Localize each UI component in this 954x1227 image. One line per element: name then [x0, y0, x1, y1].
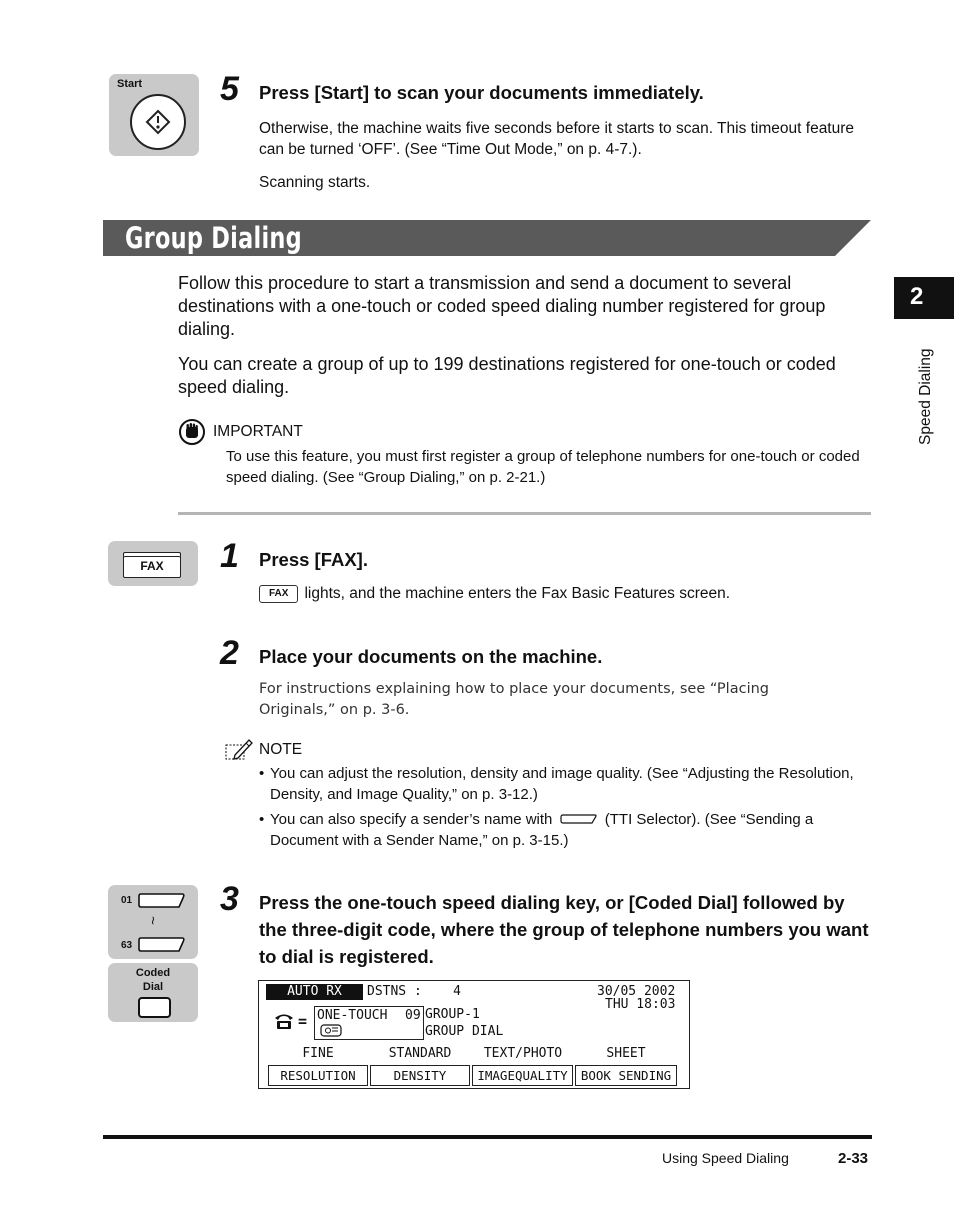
lcd-address-book-icon — [320, 1024, 342, 1037]
step-1-text: lights, and the machine enters the Fax Basic Features screen. — [304, 585, 731, 602]
lcd-book-sending-value: SHEET — [606, 1046, 646, 1061]
one-touch-key-top-icon — [138, 891, 186, 911]
chapter-number: 2 — [910, 283, 924, 310]
fax-key-label: FAX — [140, 559, 164, 573]
one-touch-top-label: 01 — [121, 895, 133, 906]
fax-key-image — [108, 541, 198, 586]
fax-lcd-screen — [258, 980, 690, 1089]
step-2-heading: Place your documents on the machine. — [259, 646, 603, 667]
one-touch-tilde: ~ — [143, 916, 161, 925]
chapter-tab — [894, 277, 954, 319]
coded-dial-key-image — [108, 963, 198, 1022]
step-5-heading: Press [Start] to scan your documents immediately. — [259, 82, 704, 103]
important-label: IMPORTANT — [213, 423, 303, 440]
note-bullet-1-text: You can adjust the resolution, density and image quality. (See “Adjusting the Resolution, Density, and Image Quality,” on p. 3-12.) — [270, 765, 854, 803]
step-3-heading: Press the one-touch speed dialing key, or [Coded Dial] followed by the three-digit code, where the group of telephone numbers you want to dial is registered. — [259, 892, 869, 967]
chapter-side-label: Speed Dialing — [917, 348, 934, 445]
footer-section-name: Using Speed Dialing — [662, 1150, 789, 1166]
lcd-one-touch-box — [314, 1006, 424, 1040]
step-1-text-line — [259, 583, 730, 604]
start-key-image — [109, 74, 199, 156]
footer-rule — [103, 1135, 872, 1139]
step-2-text: For instructions explaining how to place your documents, see “Placing Originals,” on p. 3-6. — [259, 681, 769, 718]
intro-paragraph-2: You can create a group of up to 199 destinations registered for one-touch or coded speed dialing. — [178, 354, 836, 397]
start-diamond-icon — [129, 93, 187, 151]
footer-page-number: 2-33 — [838, 1150, 869, 1167]
lcd-imagequality-value: TEXT/PHOTO — [483, 1046, 563, 1061]
lcd-mode-indicator: AUTO RX — [266, 984, 363, 1000]
coded-dial-label-line2: Dial — [142, 981, 164, 993]
step-5-text: Otherwise, the machine waits five seconds before it starts to scan. This timeout feature can be turned ‘OFF’. (See “Time Out Mode,” on p. 4-7.). — [259, 120, 855, 158]
note-bullet-2-text-b: (TTI Selector). (See “Sending a Document with a Sender Name,” on p. 3-15.) — [270, 811, 814, 849]
step-2-number: 2 — [220, 634, 239, 672]
lcd-density-button[interactable]: DENSITY — [370, 1065, 470, 1086]
intro-paragraph-1: Follow this procedure to start a transmission and send a document to several destinations with a one-touch or coded speed dialing number registered for group dialing. — [178, 273, 826, 339]
lcd-time: THU 18:03 — [605, 997, 676, 1012]
lcd-equals: = — [298, 1012, 308, 1030]
start-key-label: Start — [117, 78, 143, 90]
lcd-imagequality-button[interactable]: IMAGEQUALITY — [472, 1065, 573, 1086]
lcd-book-sending-button[interactable]: BOOK SENDING — [575, 1065, 677, 1086]
lcd-group-dial: GROUP DIAL — [425, 1024, 504, 1039]
lcd-destinations: DSTNS : 4 — [367, 984, 461, 999]
note-bullet-2 — [259, 809, 864, 851]
one-touch-bottom-label: 63 — [121, 940, 133, 951]
note-bullet-2-text-a: You can also specify a sender’s name with — [270, 811, 553, 828]
step-1-heading: Press [FAX]. — [259, 549, 368, 570]
note-pencil-icon — [225, 737, 253, 761]
lcd-resolution-button[interactable]: RESOLUTION — [268, 1065, 368, 1086]
note-label: NOTE — [259, 741, 303, 758]
one-touch-key-image — [108, 885, 198, 959]
coded-dial-label-line1: Coded — [135, 967, 171, 979]
lcd-date: 30/05 2002 — [597, 984, 676, 999]
step-5-scanning-text: Scanning starts. — [259, 174, 371, 191]
lcd-one-touch-number: 09 — [405, 1008, 421, 1023]
important-text: To use this feature, you must first register a group of telephone numbers for one-touch or coded speed dialing. (See “Group Dialing,” on p. 2-21.) — [226, 448, 860, 486]
note-bullet-1 — [259, 763, 864, 805]
lcd-one-touch-label: ONE-TOUCH — [317, 1008, 388, 1023]
note-bullet-2-body — [270, 809, 864, 851]
telephone-icon — [273, 1012, 295, 1030]
lcd-group-name: GROUP-1 — [425, 1007, 480, 1022]
important-hand-icon — [179, 419, 205, 445]
section-title: Group Dialing — [125, 221, 302, 255]
step-3-number: 3 — [220, 880, 239, 918]
step-1-number: 1 — [220, 537, 239, 575]
fax-lamp-chip: FAX — [259, 585, 298, 603]
step-5-number: 5 — [220, 70, 239, 108]
lcd-resolution-value: FINE — [302, 1046, 334, 1061]
bullet-dot: • — [259, 811, 265, 828]
coded-dial-button-icon — [138, 997, 171, 1018]
tti-selector-key-icon — [560, 812, 598, 826]
section-divider — [178, 512, 871, 515]
lcd-density-value: STANDARD — [388, 1046, 452, 1061]
one-touch-key-bottom-icon — [138, 935, 186, 955]
fax-key-button — [123, 552, 181, 578]
section-header-bar — [103, 220, 871, 256]
bullet-dot: • — [259, 765, 265, 782]
